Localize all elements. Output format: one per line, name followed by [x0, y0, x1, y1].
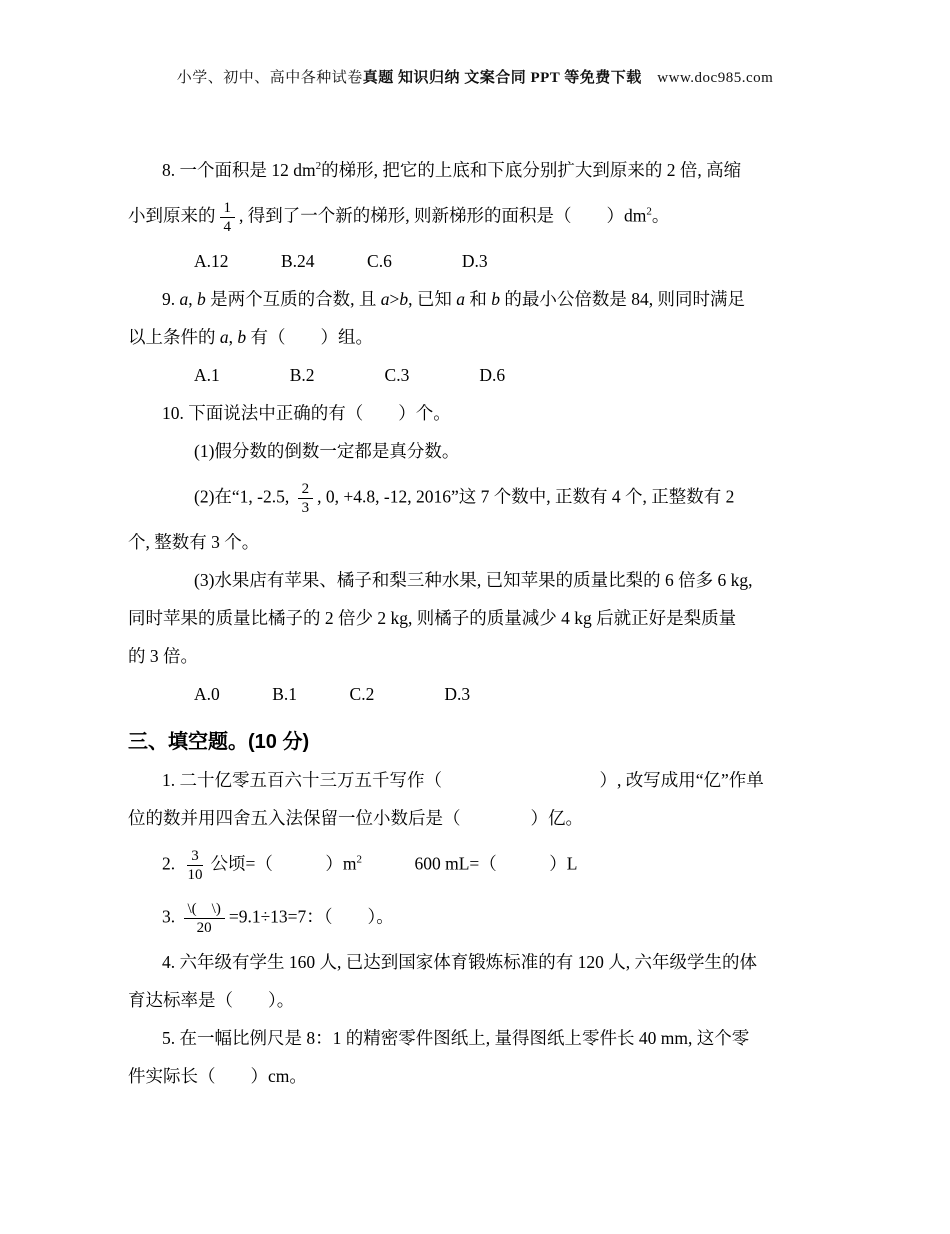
- variable: b: [237, 327, 247, 347]
- fill-4-line-1: 4. 六年级有学生 160 人, 已达到国家体育锻炼标准的有 120 人, 六年级学生的体: [162, 952, 757, 972]
- question-10-item-2-line-2: 个, 整数有 3 个。: [128, 532, 260, 552]
- question-9-line-2: 以上条件的 a, b 有（ ）组。: [128, 327, 373, 347]
- fill-1-line-2: 位的数并用四舍五入法保留一位小数后是（ ）亿。: [128, 808, 583, 828]
- fill-5-line-1: 5. 在一幅比例尺是 8：1 的精密零件图纸上, 量得图纸上零件长 40 mm, 这个零: [162, 1028, 750, 1048]
- fraction-numerator: 2: [298, 480, 314, 499]
- fill-2: 2. $\frac{3}{10}$ 公顷=（ ）$m^2$ 600 mL=（ ）L: [162, 848, 578, 883]
- variable: b: [399, 289, 409, 309]
- header-text-bold: 真题 知识归纳 文案合同 PPT 等免费下载: [362, 70, 642, 86]
- fill-1-line-1: 1. 二十亿零五百六十三万五千写作（ ）, 改写成用“亿”作单: [162, 770, 764, 790]
- fraction-denominator: 20: [196, 920, 212, 936]
- variable: a: [219, 327, 229, 347]
- question-8-options: A.12 B.24 C.6 D.3: [194, 251, 488, 271]
- question-10-item-3-line-3: 的 3 倍。: [128, 646, 198, 666]
- question-10-options: A.0 B.1 C.2 D.3: [194, 684, 471, 704]
- question-10-item-3-line-1: (3)水果店有苹果、橘子和梨三种水果, 已知苹果的质量比梨的 6 倍多 6 kg,: [194, 570, 753, 590]
- variable: b: [491, 289, 500, 309]
- page-header: [0, 0, 950, 87]
- variable: a: [456, 289, 465, 309]
- variable: a: [380, 289, 390, 309]
- fraction: [184, 847, 207, 884]
- fraction-numerator: 1: [220, 199, 236, 218]
- fill-5-line-2: 件实际长（ ）cm。: [128, 1066, 307, 1086]
- fraction-numerator: \( \): [184, 900, 225, 919]
- superscript: 2: [356, 853, 362, 866]
- fraction-denominator: 10: [187, 867, 203, 883]
- header-text-left: 小学、初中、高中各种试卷: [176, 70, 363, 86]
- question-9-line-1: 9. a, b 是两个互质的合数, 且 a>b, 已知 a 和 b 的最小公倍数是 84, 则同时满足: [162, 289, 745, 309]
- document-body: [0, 157, 950, 1089]
- question-8-line-1: 8. 一个面积是 12 $dm^2$的梯形, 把它的上底和下底分别扩大到原来的 2 倍, 高缩: [162, 160, 742, 180]
- section-heading: 三、填空题。(10 分): [128, 731, 310, 753]
- fill-3: 3. $\frac{\backslash( \backslash)}{20}$ =9.1÷13=7：（ ）。: [162, 901, 394, 936]
- superscript: 2: [315, 160, 322, 173]
- question-10-item-2-line-1: (2)在“1, -2.5, $\frac{2}{3}$ , 0, +4.8, -12, 2016”这 7 个数中, 正数有 4 个, 正整数有 2: [194, 481, 735, 516]
- header-site-url: www.doc985.com: [641, 70, 774, 86]
- question-10-line-1: 10. 下面说法中正确的有（ ）个。: [162, 403, 451, 423]
- fraction: [184, 900, 225, 937]
- fraction: [220, 199, 236, 236]
- question-10-item-3-line-2: 同时苹果的质量比橘子的 2 倍少 2 kg, 则橘子的质量减少 4 kg 后就正好是梨质量: [128, 608, 737, 628]
- superscript: 2: [646, 205, 652, 218]
- fraction: [298, 480, 314, 517]
- question-10-item-1: (1)假分数的倒数一定都是真分数。: [194, 441, 460, 461]
- fraction-numerator: 3: [187, 847, 203, 866]
- question-8-line-2: 小到原来的 $\frac{1}{4}$ , 得到了一个新的梯形, 则新梯形的面积是（ ）$dm^2$。: [128, 200, 670, 235]
- question-9-options: A.1 B.2 C.3 D.6: [194, 365, 506, 385]
- variable: b: [197, 289, 206, 309]
- fraction-denominator: 4: [223, 219, 231, 235]
- variable: a: [179, 289, 189, 309]
- fraction-denominator: 3: [301, 500, 310, 516]
- fill-4-line-2: 育达标率是（ ）。: [128, 990, 295, 1010]
